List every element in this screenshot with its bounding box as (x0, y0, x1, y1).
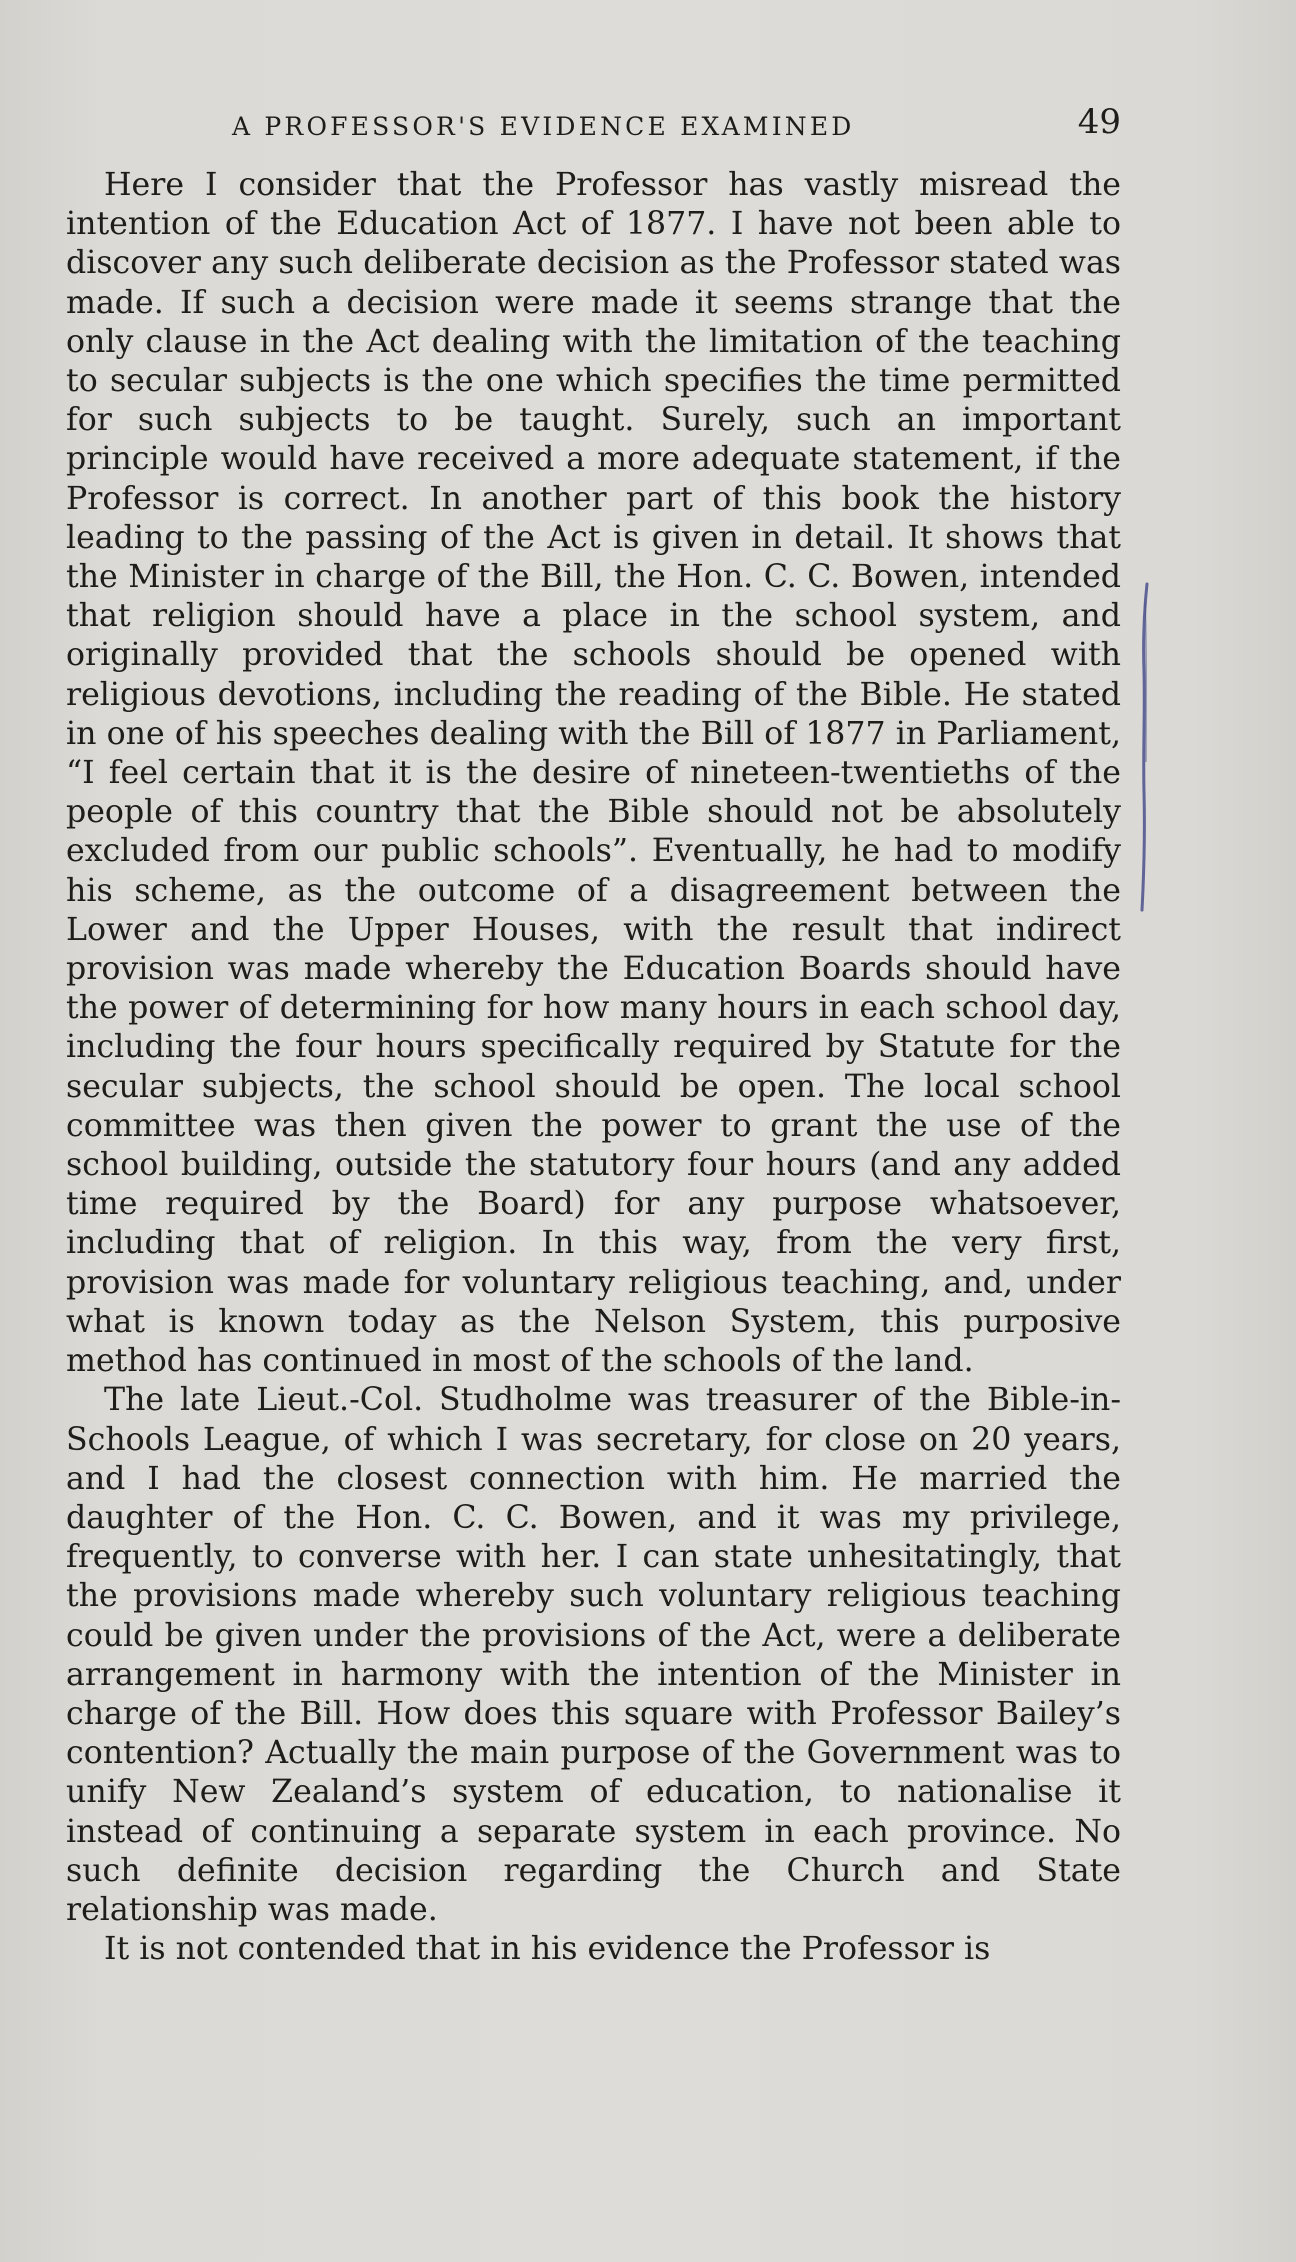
paragraph-2: The late Lieut.-Col. Studholme was treasurer of the Bible-in-Schools League, of which I was secretary, for close on 20 years, and I had the closest connection with him. He married the daughter of the Hon. C. C. Bowen, and it was my privilege, frequently, to converse with her. I can state unhesitatingly, that the provisions made whereby such voluntary religious teaching could be given under the provisions of the Act, were a deliberate arrangement in harmony with the intention of the Minister in charge of the Bill. How does this square with Professor Bailey’s contention? Actually the main purpose of the Government was to unify New Zealand’s system of education, to nationalise it instead of continuing a separate system in each province. No such definite decision regarding the Church and State relationship was made. (66, 1382, 1121, 1928)
paragraph-3: It is not contended that in his evidence the Professor is (104, 1931, 991, 1968)
page-number: 49 (1077, 102, 1121, 142)
paragraph-1: Here I consider that the Professor has vastly misread the intention of the Education Act of 1877. I have not been able to discover any such deliberate decision as the Professor stated was made. If such a decision were made it seems strange that the only clause in the Act dealing with the limitation of the teaching to secular subjects is the one which specifies the time permitted for such subjects to be taught. Surely, such an important principle would have received a more adequate statement, if the Professor is correct. In another part of this book the history leading to the passing of the Act is given in detail. It shows that the Minister in charge of the Bill, the Hon. C. C. Bowen, intended that religion should have a place in the school system, and originally provided that the schools should be opened with religious devotions, including the reading of the Bible. He stated in one of his speeches dealing with the Bill of 1877 in Parliament, “I feel certain that it is the desire of nineteen-twentieths of the people of this country that the Bible should not be absolutely excluded from our public schools”. Eventually, he had to modify his scheme, as the outcome of a disagreement between the Lower and the Upper Houses, with the result that indirect provision was made whereby the Education Boards should have the power of determining for how many hours in each school day, including the four hours specifically required by Statute for the secular subjects, the school should be open. The local school committee was then given the power to grant the use of the school building, outside the statutory four hours (and any added time required by the Board) for any purpose whatsoever, including that of religion. In this way, from the very first, provision was made for voluntary religious teaching, and, under what is known today as the Nelson System, this purposive method has continued in most of the schools of the land. (66, 167, 1121, 1380)
pencil-margin-mark (1135, 582, 1153, 912)
page-header (66, 100, 1121, 150)
body-text (66, 166, 1121, 1969)
running-head: A PROFESSOR'S EVIDENCE EXAMINED (232, 112, 855, 141)
